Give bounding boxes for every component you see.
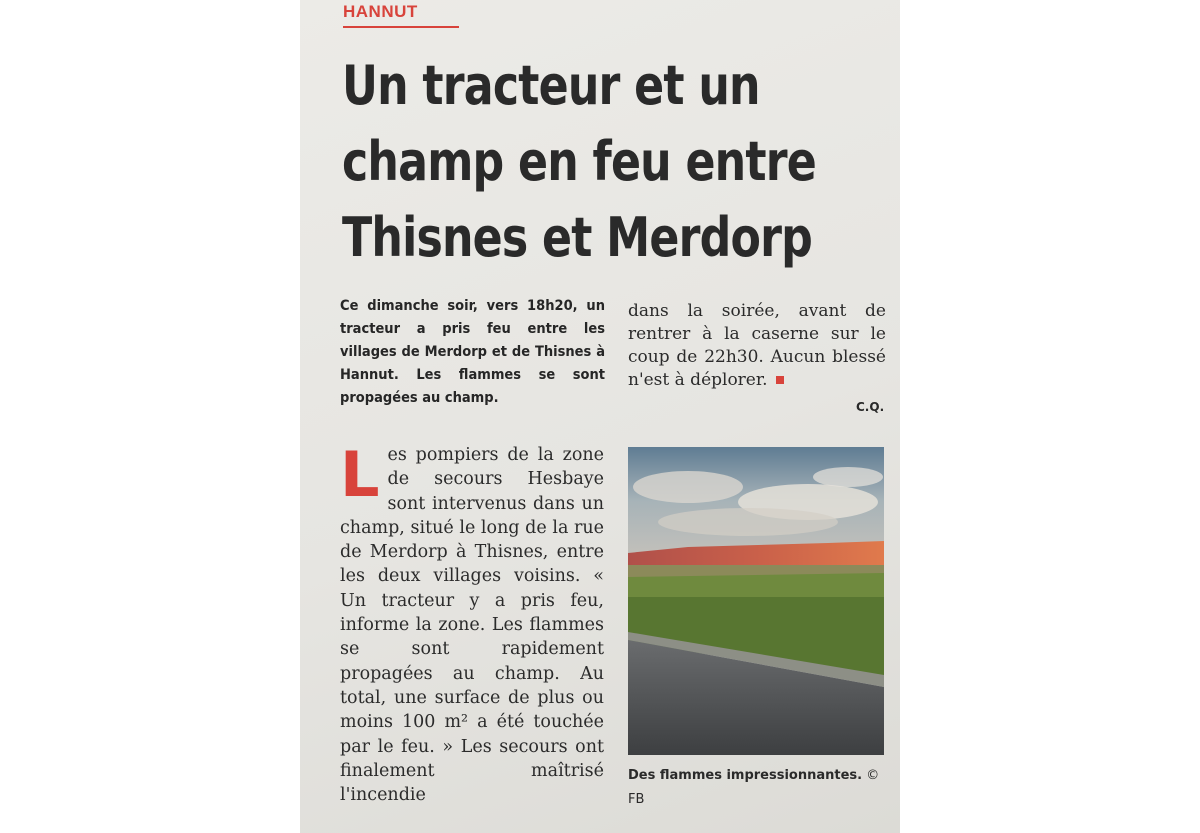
photo-credit: © FB: [628, 768, 880, 807]
headline: Un tracteur et un champ en feu entre Thisnes et Merdorp: [342, 54, 816, 269]
fire-photo: [628, 447, 884, 755]
drop-cap: L: [340, 438, 380, 511]
continuation-text: dans la soirée, avant de rentrer à la caserne sur le coup de 22h30. Aucun blessé n'est à déplorer.: [628, 301, 886, 390]
article-continuation: [628, 300, 886, 392]
end-mark-icon: [776, 376, 784, 384]
body-text: es pompiers de la zone de secours Hesbaye sont intervenus dans un champ, situé le long de la rue de Merdorp à Thisnes, entre les deux villages voisins. « Un tracteur y a pris feu, informe la zone. Les flammes se sont rapidement propagées au champ. Au total, une surface de plus ou moins 100 m² a été touchée par le feu. » Les secours ont finalement maîtrisé l'incendie: [340, 445, 604, 806]
caption-text: Des flammes impressionnantes.: [628, 768, 863, 783]
byline: C.Q.: [856, 400, 885, 414]
article-lead: Ce dimanche soir, vers 18h20, un tracteur a pris feu entre les villages de Merdorp et de Thisnes à Hannut. Les flammes se sont propagées au champ.: [340, 298, 605, 406]
article-body: [340, 438, 604, 807]
section-rule: [343, 26, 459, 28]
section-tag: HANNUT: [343, 2, 418, 21]
newspaper-clipping: [300, 0, 900, 833]
field-fire-illustration: [628, 447, 884, 755]
photo-caption: [628, 764, 890, 812]
